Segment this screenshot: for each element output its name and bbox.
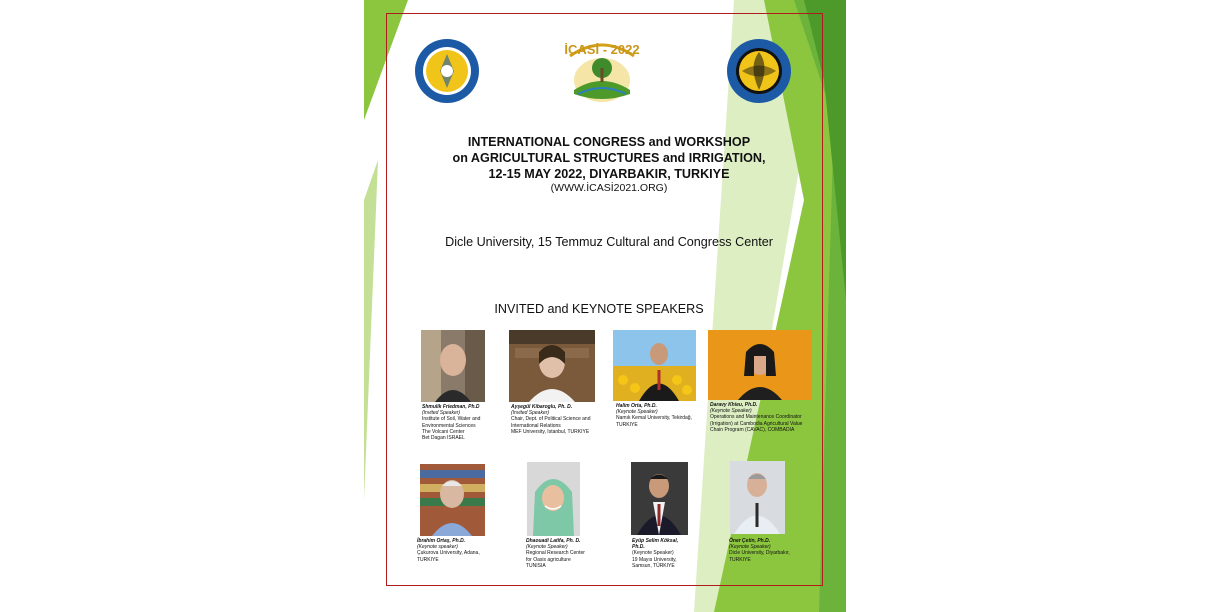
speaker-detail: Dicle University, Diyarbakır, [729,550,790,557]
speaker-detail: MEF University, Istanbul, TURKIYE [511,428,590,435]
speaker-detail: TUNISIA [526,562,546,569]
speakers-heading: INVITED and KEYNOTE SPEAKERS [494,302,704,316]
speaker-photo-8 [730,461,785,534]
speaker-name: Halim Orta, Ph.D. [616,403,657,409]
speaker-detail: Namık Kemal University, Tekirdağ, [616,415,692,422]
speaker-detail: Bet Dagan ISRAEL [422,435,465,442]
speaker-caption-7 [632,538,678,569]
speaker-role: (Invited Speaker) [511,410,550,417]
speaker-name: Eyüp Selim Köksal, [632,538,679,544]
speaker-detail: TURKIYE [729,556,751,563]
speaker-detail: Regional Research Center [526,550,585,557]
speaker-detail: TURKIYE [616,421,638,428]
speaker-detail: The Volcani Center [422,428,465,435]
speaker-photo-6 [527,462,580,536]
speaker-photo-1 [421,330,485,402]
speaker-role: (Keynote Speaker) [729,544,771,551]
speaker-caption-6 [526,538,585,569]
speaker-role: (Keynote Speaker) [616,409,658,416]
speaker-detail: Chain Program (CAVAC), COMBADIA [710,426,795,433]
svg-text:İCASİ - 2022: İCASİ - 2022 [564,42,640,57]
speaker-caption-1 [422,404,480,441]
speaker-caption-5 [417,538,480,563]
congress-title-line-2: on AGRICULTURAL STRUCTURES and IRRIGATION, [452,151,766,165]
venue-text: Dicle University, 15 Temmuz Cultural and Congress Center [445,235,773,249]
speaker-caption-3 [616,403,692,428]
speaker-name-suffix: Ph.D. [632,544,645,551]
speaker-detail: Operations and Maintenance Coordinator [710,414,802,421]
speaker-photo-3 [613,330,696,401]
speaker-detail: 19 Mayıs University, [632,556,677,563]
speaker-role: (Invited Speaker) [422,410,461,417]
speaker-name: Dhaouadi Latifa, Ph. D. [526,538,581,544]
congress-website[interactable]: (WWW.İCASİ2021.ORG) [550,182,668,194]
speaker-photo-5 [420,464,485,536]
speaker-detail: TURKIYE [417,556,439,563]
speaker-name: İbrahim Ortaş, Ph.D. [417,538,466,544]
speaker-role: (Keynote Speaker) [526,544,568,551]
speaker-role: (Keynote Speaker) [710,408,752,415]
speaker-detail: Çukurova University, Adana, [417,550,480,557]
speaker-role: (Keynote speaker) [417,544,458,551]
speaker-name: Öner Çetin, Ph.D. [729,538,771,544]
speaker-detail: Chair, Dept. of Political Science and [511,416,591,423]
congress-title-line-1: INTERNATIONAL CONGRESS and WORKSHOP [467,135,751,149]
speaker-photo-7 [631,462,688,535]
speaker-photo-2 [509,330,595,402]
dicle-university-seal [414,38,480,109]
icasi-2022-logo [564,34,640,109]
speaker-detail: (Irrigation) at Cambodia Agricultural Value [710,420,803,427]
speaker-caption-4 [710,402,802,433]
speaker-name: Shmulik Friedman, Ph.D [422,404,480,410]
speaker-caption-8 [729,538,790,563]
speaker-role: (Keynote Speaker) [632,550,674,557]
speaker-caption-2 [511,404,591,435]
flyer-page [364,0,846,612]
speaker-name: Ayşegül Kibaroglu, Ph. D. [511,404,573,410]
agriculture-faculty-seal [726,38,792,109]
speaker-detail: Environmental Sciences [422,422,476,429]
speaker-name: Daravy Khieu, Ph.D. [710,402,758,408]
speaker-detail: for Oasis agriculture [526,556,571,563]
speaker-detail: Institute of Soil, Water and [422,416,481,423]
speaker-detail: Samsun, TÜRKIYE [632,562,675,569]
speaker-photo-4 [708,330,812,400]
speaker-detail: International Relations [511,422,561,429]
congress-title-line-3: 12-15 MAY 2022, DIYARBAKIR, TURKIYE [488,167,730,181]
